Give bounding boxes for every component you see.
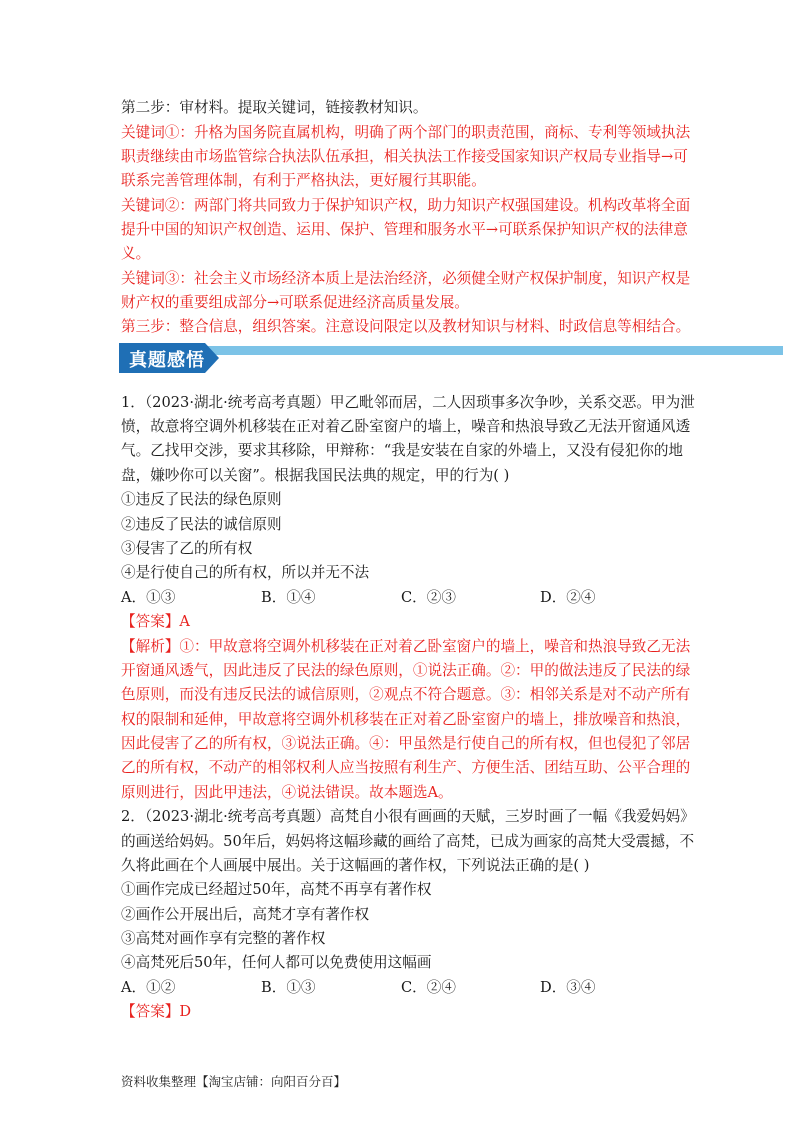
q2-stem-line-1: 2．（2023·湖北·统考高考真题）高梵自小很有画画的天赋，三岁时画了一幅《我爱妈妈》 <box>121 808 695 825</box>
keyword1-line-2: 职责继续由市场监管综合执法队伍承担，相关执法工作接受国家知识产权局专业指导→可 <box>121 148 688 165</box>
q2-stem-line-3: 久将此画在个人画展中展出。关于这幅画的著作权，下列说法正确的是( ) <box>121 857 590 874</box>
banner-stripe <box>179 346 783 355</box>
q2-item-1: ①画作完成已经超过50年，高梵不再享有著作权 <box>121 881 432 898</box>
page-footer: 资料收集整理【淘宝店铺：向阳百分百】 <box>121 1074 347 1089</box>
q1-item-1: ①违反了民法的绿色原则 <box>121 491 282 508</box>
q1-stem-line-3: 气。乙找甲交涉，要求其移除，甲辩称：“我是安装在自家的外墙上，又没有侵犯你的地 <box>121 442 684 459</box>
q2-option-a[interactable]: A．①② <box>121 979 176 996</box>
q1-option-d[interactable]: D．②④ <box>540 589 596 606</box>
q1-explanation-line-4: 权的限制和延伸，甲故意将空调外机移装在正对着乙卧室窗户的墙上，排放噪音和热浪， <box>121 711 691 728</box>
q1-option-b[interactable]: B．①④ <box>261 589 316 606</box>
q1-stem-line-1: 1．（2023·湖北·统考高考真题）甲乙毗邻而居，二人因琐事多次争吵，关系交恶。甲为泄 <box>121 394 695 411</box>
q2-option-d[interactable]: D．③④ <box>540 979 596 996</box>
q2-item-3: ③高梵对画作享有完整的著作权 <box>121 930 326 947</box>
q2-answer: 【答案】D <box>121 1003 192 1020</box>
keyword2-line-3: 义。 <box>121 245 151 262</box>
q1-item-4: ④是行使自己的所有权，所以并无不法 <box>121 564 370 581</box>
section-banner <box>119 343 783 373</box>
keyword2-line-2: 提升中国的知识产权创造、运用、保护、管理和服务水平→可联系保护知识产权的法律意 <box>121 221 688 238</box>
keyword3-line-1: 关键词③：社会主义市场经济本质上是法治经济，必须健全财产权保护制度，知识产权是 <box>121 270 691 287</box>
q1-option-c[interactable]: C．②③ <box>401 589 456 606</box>
keyword3-line-2: 财产权的重要组成部分→可联系促进经济高质量发展。 <box>121 294 469 311</box>
q1-explanation-line-7: 原则进行，因此甲违法，④说法错误。故本题选A。 <box>121 784 453 801</box>
q2-option-b[interactable]: B．①③ <box>261 979 316 996</box>
q1-stem-line-4: 盘，嫌吵你可以关窗”。根据我国民法典的规定，甲的行为( ) <box>121 467 510 484</box>
q1-option-a[interactable]: A．①③ <box>121 589 176 606</box>
q2-item-4: ④高梵死后50年，任何人都可以免费使用这幅画 <box>121 954 432 971</box>
keyword1-line-1: 关键词①：升格为国务院直属机构，明确了两个部门的职责范围，商标、专利等领域执法 <box>121 124 691 141</box>
keyword1-line-3: 联系完善管理体制，有利于严格执法，更好履行其职能。 <box>121 172 486 189</box>
q1-answer: 【答案】A <box>121 613 190 630</box>
q1-explanation-line-3: 色原则，而没有违反民法的诚信原则，②观点不符合题意。③：相邻关系是对不动产所有 <box>121 686 691 703</box>
q2-stem-line-2: 的画送给妈妈。50年后，妈妈将这幅珍藏的画给了高梵，已成为画家的高梵大受震撼，不 <box>121 833 695 850</box>
q1-explanation-line-2: 开窗通风透气，因此违反了民法的绿色原则，①说法正确。②：甲的做法违反了民法的绿 <box>121 662 691 679</box>
q2-option-c[interactable]: C．②④ <box>401 979 456 996</box>
section-title: 真题感悟 <box>129 350 205 371</box>
step2-line: 第二步：审材料。提取关键词，链接教材知识。 <box>121 99 428 116</box>
q1-explanation-line-6: 乙的所有权，不动产的相邻权利人应当按照有利生产、方便生活、团结互助、公平合理的 <box>121 759 691 776</box>
q1-explanation-line-5: 因此侵害了乙的所有权，③说法正确。④：甲虽然是行使自己的所有权，但也侵犯了邻居 <box>121 735 691 752</box>
q1-item-2: ②违反了民法的诚信原则 <box>121 516 282 533</box>
q1-explanation-line-1: 【解析】①：甲故意将空调外机移装在正对着乙卧室窗户的墙上，噪音和热浪导致乙无法 <box>121 638 691 655</box>
q1-item-3: ③侵害了乙的所有权 <box>121 540 253 557</box>
q1-stem-line-2: 愤，故意将空调外机移装在正对着乙卧室窗户的墙上，噪音和热浪导致乙无法开窗通风透 <box>121 418 691 435</box>
step3-line: 第三步：整合信息，组织答案。注意设问限定以及教材知识与材料、时政信息等相结合。 <box>121 318 691 335</box>
keyword2-line-1: 关键词②：两部门将共同致力于保护知识产权，助力知识产权强国建设。机构改革将全面 <box>121 197 691 214</box>
q2-item-2: ②画作公开展出后，高梵才享有著作权 <box>121 906 370 923</box>
